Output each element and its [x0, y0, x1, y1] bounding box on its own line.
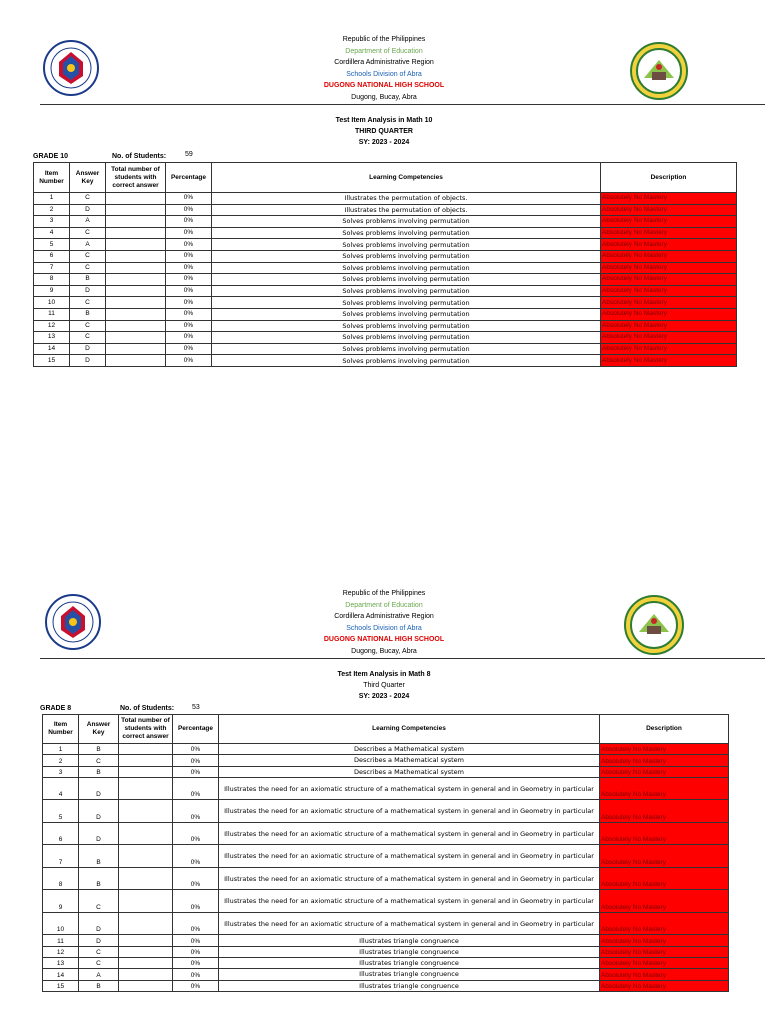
answer-key-cell: A: [70, 216, 106, 228]
description-cell: Absolutely No Mastery: [600, 890, 729, 913]
item-number-cell: 7: [34, 262, 70, 274]
item-number-cell: 4: [34, 227, 70, 239]
item-number-cell: 13: [34, 332, 70, 344]
competency-cell: Solves problems involving permutation: [212, 343, 601, 355]
description-cell: Absolutely No Mastery: [601, 262, 737, 274]
description-cell: Absolutely No Mastery: [600, 957, 729, 968]
competency-cell: Illustrates the need for an axiomatic structure of a mathematical system in general and in Geometry in particular: [219, 777, 600, 800]
description-cell: Absolutely No Mastery: [600, 766, 729, 777]
description-cell: Absolutely No Mastery: [601, 239, 737, 251]
col-description: Description: [600, 715, 729, 744]
grade-label: GRADE 8: [40, 705, 72, 712]
percentage-cell: 0%: [166, 193, 212, 205]
item-number-cell: 6: [34, 250, 70, 262]
percentage-cell: 0%: [173, 867, 219, 890]
quarter-text: Third Quarter: [363, 682, 405, 689]
correct-count-cell: [119, 800, 173, 823]
header-row: [43, 715, 729, 744]
description-cell: Absolutely No Mastery: [601, 216, 737, 228]
description-cell: Absolutely No Mastery: [601, 193, 737, 205]
item-number-cell: 10: [43, 912, 79, 935]
percentage-cell: 0%: [166, 239, 212, 251]
description-cell: Absolutely No Mastery: [600, 867, 729, 890]
percentage-cell: 0%: [173, 766, 219, 777]
answer-key-cell: A: [79, 969, 119, 980]
competency-cell: Illustrates the need for an axiomatic structure of a mathematical system in general and in Geometry in particular: [219, 867, 600, 890]
col-competencies: Learning Competencies: [212, 163, 601, 193]
title-text: Test Item Analysis in Math 10: [335, 117, 433, 124]
percentage-cell: 0%: [166, 274, 212, 286]
percentage-cell: 0%: [166, 216, 212, 228]
item-number-cell: 11: [34, 308, 70, 320]
item-number-cell: 7: [43, 845, 79, 868]
students-label: No. of Students:: [112, 153, 167, 160]
answer-key-cell: C: [79, 755, 119, 766]
table-row: [43, 777, 729, 800]
item-number-cell: 2: [43, 755, 79, 766]
correct-count-cell: [119, 822, 173, 845]
competency-cell: Describes a Mathematical system: [219, 744, 600, 755]
item-number-cell: 5: [34, 239, 70, 251]
item-number-cell: 8: [43, 867, 79, 890]
competency-cell: Describes a Mathematical system: [219, 766, 600, 777]
col-correct-count: Total number of students with correct answer: [119, 715, 173, 744]
letterhead: [0, 588, 768, 657]
item-number-cell: 5: [43, 800, 79, 823]
item-number-cell: 6: [43, 822, 79, 845]
correct-count-cell: [119, 845, 173, 868]
description-cell: Absolutely No Mastery: [600, 845, 729, 868]
answer-key-cell: C: [79, 957, 119, 968]
item-number-cell: 12: [43, 946, 79, 957]
school-year-text: SY: 2023 - 2024: [358, 693, 410, 700]
table-row: [43, 957, 729, 968]
answer-key-cell: D: [70, 285, 106, 297]
item-number-cell: 8: [34, 274, 70, 286]
percentage-cell: 0%: [173, 777, 219, 800]
table-row: [43, 755, 729, 766]
description-cell: Absolutely No Mastery: [601, 297, 737, 309]
republic-line: Republic of the Philippines: [342, 36, 426, 43]
item-number-cell: 11: [43, 935, 79, 946]
col-percentage: Percentage: [166, 163, 212, 193]
col-answer-key: Answer Key: [70, 163, 106, 193]
description-cell: Absolutely No Mastery: [600, 935, 729, 946]
competency-cell: Solves problems involving permutation: [212, 308, 601, 320]
percentage-cell: 0%: [166, 332, 212, 344]
correct-count-cell: [119, 912, 173, 935]
percentage-cell: 0%: [173, 800, 219, 823]
table-row: [43, 935, 729, 946]
col-correct-count: Total number of students with correct answer: [106, 163, 166, 193]
col-percentage: Percentage: [173, 715, 219, 744]
table-row: [43, 845, 729, 868]
school-name: DUGONG NATIONAL HIGH SCHOOL: [323, 82, 445, 89]
percentage-cell: 0%: [173, 980, 219, 991]
percentage-cell: 0%: [166, 204, 212, 216]
correct-count-cell: [119, 766, 173, 777]
item-number-cell: 9: [34, 285, 70, 297]
percentage-cell: 0%: [173, 822, 219, 845]
description-cell: Absolutely No Mastery: [601, 274, 737, 286]
item-number-cell: 3: [34, 216, 70, 228]
description-cell: Absolutely No Mastery: [600, 969, 729, 980]
table-row: [43, 890, 729, 913]
description-cell: Absolutely No Mastery: [600, 980, 729, 991]
competency-cell: Illustrates triangle congruence: [219, 980, 600, 991]
competency-cell: Solves problems involving permutation: [212, 355, 601, 367]
title-text: Test Item Analysis in Math 8: [337, 671, 431, 678]
percentage-cell: 0%: [173, 912, 219, 935]
correct-count-cell: [119, 980, 173, 991]
col-item-number: Item Number: [43, 715, 79, 744]
table-row: [43, 822, 729, 845]
address-line: Dugong, Bucay, Abra: [351, 647, 417, 655]
correct-count-cell: [119, 867, 173, 890]
item-analysis-table: [42, 714, 729, 992]
correct-count-cell: [119, 777, 173, 800]
answer-key-cell: C: [70, 332, 106, 344]
competency-cell: Solves problems involving permutation: [212, 285, 601, 297]
table-body: [43, 744, 729, 992]
description-cell: Absolutely No Mastery: [601, 227, 737, 239]
description-cell: Absolutely No Mastery: [600, 800, 729, 823]
competency-cell: Solves problems involving permutation: [212, 239, 601, 251]
percentage-cell: 0%: [166, 320, 212, 332]
department-line: Department of Education: [345, 47, 423, 55]
correct-count-cell: [119, 755, 173, 766]
col-description: Description: [601, 163, 737, 193]
percentage-cell: 0%: [166, 285, 212, 297]
answer-key-cell: C: [79, 890, 119, 913]
answer-key-cell: C: [70, 297, 106, 309]
competency-cell: Illustrates triangle congruence: [219, 935, 600, 946]
percentage-cell: 0%: [173, 969, 219, 980]
answer-key-cell: D: [70, 355, 106, 367]
competency-cell: Illustrates triangle congruence: [219, 969, 600, 980]
description-cell: Absolutely No Mastery: [600, 744, 729, 755]
answer-key-cell: D: [79, 800, 119, 823]
school-name: DUGONG NATIONAL HIGH SCHOOL: [323, 636, 445, 643]
republic-line: Republic of the Philippines: [342, 590, 426, 597]
item-number-cell: 14: [34, 343, 70, 355]
students-value: 59: [185, 151, 193, 158]
col-item-number: Item Number: [34, 163, 70, 193]
table-row: [43, 980, 729, 991]
competency-cell: Illustrates the need for an axiomatic structure of a mathematical system in general and in Geometry in particular: [219, 912, 600, 935]
answer-key-cell: C: [70, 320, 106, 332]
percentage-cell: 0%: [173, 890, 219, 913]
competency-cell: Illustrates triangle congruence: [219, 946, 600, 957]
item-number-cell: 15: [43, 980, 79, 991]
competency-cell: Illustrates the permutation of objects.: [212, 204, 601, 216]
competency-cell: Illustrates the need for an axiomatic structure of a mathematical system in general and in Geometry in particular: [219, 822, 600, 845]
students-value: 53: [192, 704, 200, 711]
answer-key-cell: D: [79, 935, 119, 946]
table-row: [43, 912, 729, 935]
answer-key-cell: C: [70, 193, 106, 205]
answer-key-cell: C: [79, 946, 119, 957]
answer-key-cell: B: [70, 274, 106, 286]
percentage-cell: 0%: [166, 297, 212, 309]
competency-cell: Describes a Mathematical system: [219, 755, 600, 766]
competency-cell: Solves problems involving permutation: [212, 227, 601, 239]
item-number-cell: 12: [34, 320, 70, 332]
item-number-cell: 13: [43, 957, 79, 968]
competency-cell: Illustrates the need for an axiomatic structure of a mathematical system in general and in Geometry in particular: [219, 890, 600, 913]
grade-label: GRADE 10: [33, 153, 69, 160]
school-year-text: SY: 2023 - 2024: [358, 139, 410, 146]
competency-cell: Illustrates triangle congruence: [219, 957, 600, 968]
answer-key-cell: D: [79, 912, 119, 935]
competency-cell: Solves problems involving permutation: [212, 332, 601, 344]
competency-cell: Illustrates the need for an axiomatic structure of a mathematical system in general and in Geometry in particular: [219, 800, 600, 823]
item-number-cell: 9: [43, 890, 79, 913]
competency-cell: Solves problems involving permutation: [212, 297, 601, 309]
table-row: [43, 800, 729, 823]
item-number-cell: 1: [34, 193, 70, 205]
answer-key-cell: D: [70, 204, 106, 216]
description-cell: Absolutely No Mastery: [601, 320, 737, 332]
percentage-cell: 0%: [166, 227, 212, 239]
answer-key-cell: D: [79, 822, 119, 845]
percentage-cell: 0%: [173, 845, 219, 868]
answer-key-cell: B: [79, 867, 119, 890]
correct-count-cell: [119, 890, 173, 913]
students-label: No. of Students:: [120, 705, 175, 712]
description-cell: Absolutely No Mastery: [601, 308, 737, 320]
description-cell: Absolutely No Mastery: [600, 912, 729, 935]
answer-key-cell: D: [70, 343, 106, 355]
percentage-cell: 0%: [173, 957, 219, 968]
item-number-cell: 2: [34, 204, 70, 216]
percentage-cell: 0%: [166, 250, 212, 262]
report-title: [0, 669, 768, 702]
answer-key-cell: B: [79, 845, 119, 868]
region-line: Cordillera Administrative Region: [334, 613, 434, 620]
percentage-cell: 0%: [173, 755, 219, 766]
competency-cell: Solves problems involving permutation: [212, 274, 601, 286]
competency-cell: Solves problems involving permutation: [212, 262, 601, 274]
correct-count-cell: [119, 957, 173, 968]
item-number-cell: 3: [43, 766, 79, 777]
table-row: [43, 867, 729, 890]
correct-count-cell: [119, 946, 173, 957]
competency-cell: Solves problems involving permutation: [212, 216, 601, 228]
percentage-cell: 0%: [173, 935, 219, 946]
answer-key-cell: B: [79, 744, 119, 755]
table-row: [43, 744, 729, 755]
table-row: [43, 946, 729, 957]
description-cell: Absolutely No Mastery: [601, 250, 737, 262]
description-cell: Absolutely No Mastery: [600, 755, 729, 766]
description-cell: Absolutely No Mastery: [601, 204, 737, 216]
description-cell: Absolutely No Mastery: [601, 285, 737, 297]
description-cell: Absolutely No Mastery: [600, 822, 729, 845]
answer-key-cell: C: [70, 250, 106, 262]
correct-count-cell: [119, 935, 173, 946]
answer-key-cell: D: [79, 777, 119, 800]
correct-count-cell: [119, 744, 173, 755]
description-cell: Absolutely No Mastery: [601, 343, 737, 355]
col-competencies: Learning Competencies: [219, 715, 600, 744]
item-number-cell: 4: [43, 777, 79, 800]
answer-key-cell: A: [70, 239, 106, 251]
answer-key-cell: C: [70, 262, 106, 274]
answer-key-cell: B: [79, 980, 119, 991]
answer-key-cell: C: [70, 227, 106, 239]
competency-cell: Solves problems involving permutation: [212, 320, 601, 332]
percentage-cell: 0%: [173, 744, 219, 755]
col-answer-key: Answer Key: [79, 715, 119, 744]
percentage-cell: 0%: [166, 355, 212, 367]
answer-key-cell: B: [70, 308, 106, 320]
item-number-cell: 1: [43, 744, 79, 755]
item-number-cell: 15: [34, 355, 70, 367]
table-row: [43, 969, 729, 980]
description-cell: Absolutely No Mastery: [600, 946, 729, 957]
percentage-cell: 0%: [173, 946, 219, 957]
division-line: Schools Division of Abra: [346, 70, 422, 78]
region-line: Cordillera Administrative Region: [334, 59, 434, 66]
description-cell: Absolutely No Mastery: [600, 777, 729, 800]
item-number-cell: 10: [34, 297, 70, 309]
competency-cell: Solves problems involving permutation: [212, 250, 601, 262]
percentage-cell: 0%: [166, 343, 212, 355]
competency-cell: Illustrates the need for an axiomatic structure of a mathematical system in general and in Geometry in particular: [219, 845, 600, 868]
item-number-cell: 14: [43, 969, 79, 980]
percentage-cell: 0%: [166, 262, 212, 274]
department-line: Department of Education: [345, 601, 423, 609]
correct-count-cell: [119, 969, 173, 980]
competency-cell: Illustrates the permutation of objects.: [212, 193, 601, 205]
description-cell: Absolutely No Mastery: [601, 355, 737, 367]
quarter-text: THIRD QUARTER: [355, 128, 413, 135]
division-line: Schools Division of Abra: [346, 624, 422, 632]
answer-key-cell: B: [79, 766, 119, 777]
percentage-cell: 0%: [166, 308, 212, 320]
address-line: Dugong, Bucay, Abra: [351, 93, 417, 101]
description-cell: Absolutely No Mastery: [601, 332, 737, 344]
letterhead-rule: [40, 658, 765, 659]
table-row: [43, 766, 729, 777]
